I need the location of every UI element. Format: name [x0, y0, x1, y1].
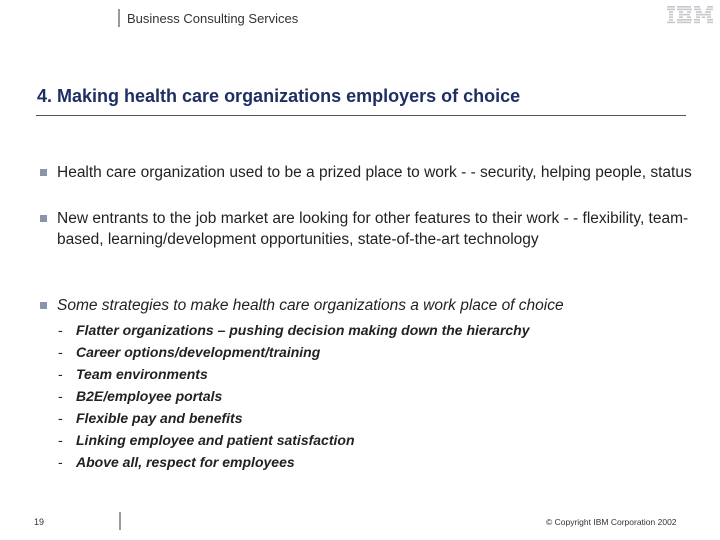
- dash-icon: -: [58, 454, 63, 470]
- sub-bullet-item: [58, 386, 658, 408]
- sub-bullet-text: B2E/employee portals: [76, 388, 223, 404]
- footer-divider: [119, 512, 121, 530]
- sub-bullet-item: [58, 364, 658, 386]
- bullet-item: [40, 295, 697, 316]
- bullet-text: New entrants to the job market are looking for other features to their work - - flexibility, team-based, learning/development opportunities, state-of-the-art technology: [57, 210, 689, 248]
- bullet-item: [40, 162, 697, 183]
- sub-bullet-text: Linking employee and patient satisfaction: [76, 432, 355, 448]
- sub-bullet-text: Flexible pay and benefits: [76, 410, 243, 426]
- copyright-notice: © Copyright IBM Corporation 2002: [546, 517, 677, 527]
- sub-bullet-item: [58, 452, 658, 474]
- sub-bullet-item: [58, 320, 658, 342]
- sub-bullet-item: [58, 430, 658, 452]
- bullet-text: Health care organization used to be a prized place to work - - security, helping people, status: [57, 164, 692, 181]
- title-underline: [36, 115, 686, 116]
- dash-icon: -: [58, 322, 63, 338]
- slide-header: [0, 0, 720, 31]
- dash-icon: -: [58, 410, 63, 426]
- dash-icon: -: [58, 366, 63, 382]
- sub-bullet-text: Flatter organizations – pushing decision making down the hierarchy: [76, 322, 530, 338]
- sub-bullet-list: [58, 320, 658, 474]
- dash-icon: -: [58, 388, 63, 404]
- header-divider: [118, 9, 120, 27]
- sub-bullet-item: [58, 408, 658, 430]
- bullet-square-icon: [40, 215, 47, 222]
- slide-title: 4. Making health care organizations employers of choice: [37, 86, 521, 106]
- sub-bullet-text: Above all, respect for employees: [76, 454, 295, 470]
- ibm-logo-icon: [665, 4, 715, 26]
- sub-bullet-text: Team environments: [76, 366, 208, 382]
- bullet-text: Some strategies to make health care organizations a work place of choice: [57, 297, 564, 314]
- dash-icon: -: [58, 432, 63, 448]
- bullet-square-icon: [40, 169, 47, 176]
- page-number: 19: [34, 517, 45, 527]
- header-title: Business Consulting Services: [127, 11, 299, 26]
- sub-bullet-text: Career options/development/training: [76, 344, 321, 360]
- dash-icon: -: [58, 344, 63, 360]
- bullet-item: [40, 208, 697, 250]
- sub-bullet-item: [58, 342, 658, 364]
- bullet-square-icon: [40, 302, 47, 309]
